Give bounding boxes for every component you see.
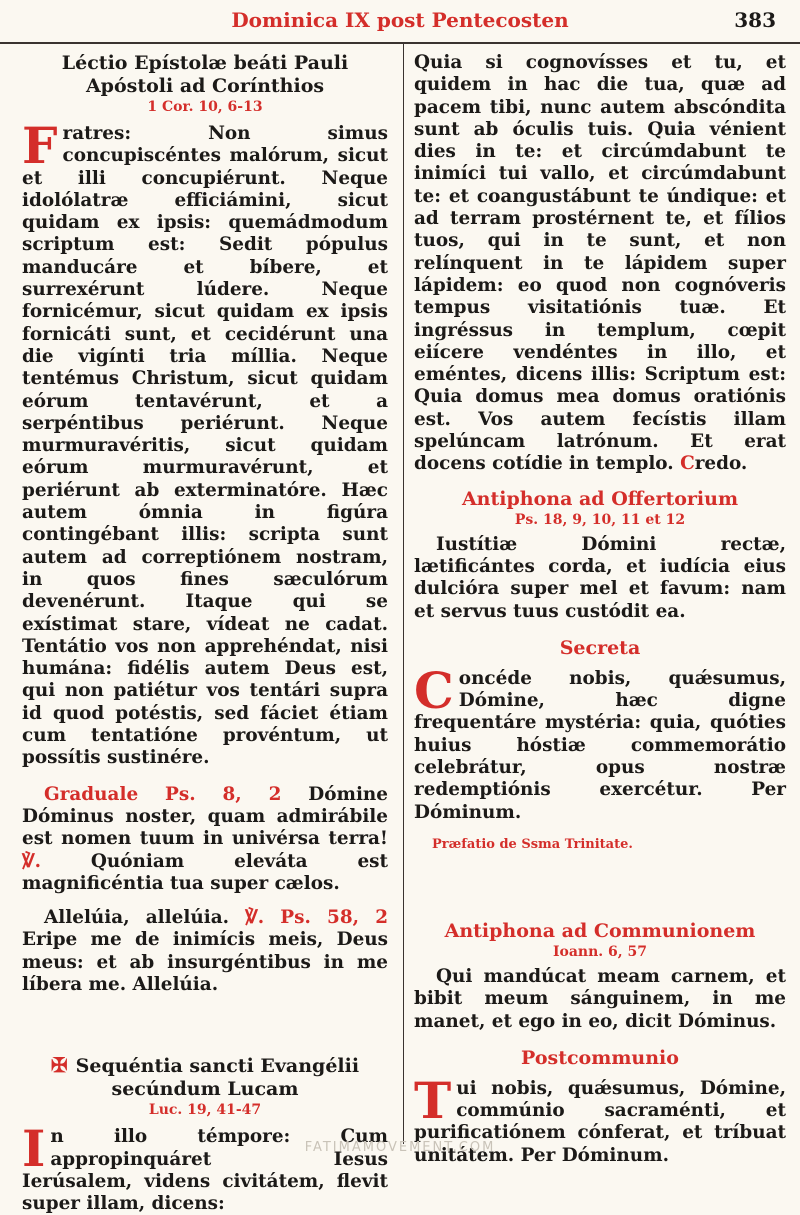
epistle-dropcap: F xyxy=(22,116,58,175)
gradual-body-2: Quóniam eleváta est magnificéntia tua super cælos. xyxy=(22,850,388,894)
postcommunion-title: Postcommunio xyxy=(521,1046,679,1069)
gradual-body-1: Dómine Dóminus noster, quam admirábile est nomen tuum in univérsa terra! xyxy=(22,783,388,850)
epistle-text xyxy=(22,116,388,770)
gospel-continuation xyxy=(414,52,786,476)
left-column xyxy=(22,52,388,1215)
postcommunion-dropcap: T xyxy=(414,1070,452,1130)
secret-body: oncéde nobis, quǽsumus, Dómine, hæc digne frequentáre mystéria: quia, quóties huius hóstiæ commemorátio celebrátur, opus nostræ redemptiónis exercétur. Per Dóminum. xyxy=(414,667,786,823)
epistle-reference: 1 Cor. 10, 6-13 xyxy=(147,99,263,115)
postcommunion-body: ui nobis, quǽsumus, Dómine, commúnio sacraménti, et purificatiónem cónferat, et tríbuat unitátem. Per Dóminum. xyxy=(414,1077,786,1166)
alleluia-body-1: Allelúia, allelúia. xyxy=(44,907,230,929)
alleluia-text xyxy=(22,907,388,996)
offertory-reference: Ps. 18, 9, 10, 11 et 12 xyxy=(514,511,686,528)
gradual-label: Graduale Ps. 8, 2 xyxy=(44,783,282,805)
alleluia-body-2: Eripe me de inimícis meis, Deus meus: et ab insurgéntibus in me líbera me. Allelúia. xyxy=(22,929,388,995)
alleluia-versicle: ℣. Ps. 58, 2 xyxy=(245,907,388,929)
credo-rest: redo. xyxy=(694,453,748,475)
preface-note: Præfatio de Ssma Trinitate. xyxy=(432,836,633,852)
offertory-text: Iustítiæ Dómini rectæ, lætificántes corda, et iudícia eius dulcióra super mel et favum: nam et servus tuus custódit ea. xyxy=(414,533,786,622)
gospel-reference: Luc. 19, 41-47 xyxy=(148,1102,262,1119)
gospel-title xyxy=(22,1054,388,1101)
communion-title: Antiphona ad Communionem xyxy=(444,919,756,942)
cross-icon: ✠ xyxy=(50,1053,68,1078)
communion-reference: Ioann. 6, 57 xyxy=(552,943,648,960)
right-column xyxy=(414,52,786,1167)
watermark: FATIMAMOVEMENT.COM xyxy=(304,1140,496,1155)
offertory-title: Antiphona ad Offertorium xyxy=(461,487,739,510)
epistle-body: ratres: Non simus concupiscéntes malórum, sicut et illi concupiérunt. Neque idolólatræ efficiámini, sicut quidam ex ipsis: quemádmodum scriptum est: Sedit pópulus manducáre et bíbere, et surrexérunt lúdere. Neque fornicémur, sicut quidam ex ipsis fornicáti sunt, et cecidérunt una die vigínti tria míllia. Neque tentémus Christum, sicut quidam eórum tentavérunt, et a serpéntibus periérunt. Neque murmuravéritis, sicut quidam eórum murmuravérunt, et periérunt ab exterminatóre. Hæc autem ómnia in figúra contingébant illis: scripta sunt autem ad correptiónem nostram, in quos fines sæculórum devenérunt. Itaque qui se exístimat stare, vídeat ne cadat. Tentátio vos non apprehéndat, nisi humána: fidélis autem Deus est, qui non patiétur vos tentári supra id quod potéstis, sed fáciet étiam cum tentatióne provéntum, ut possítis sustinére. xyxy=(22,123,388,769)
secret-title: Secreta xyxy=(559,636,641,659)
secret-dropcap: C xyxy=(414,660,454,720)
page-title: Dominica IX post Pentecosten xyxy=(231,8,569,32)
gospel-dropcap: I xyxy=(22,1119,46,1179)
communion-text: Qui mandúcat meam carnem, et bibit meum sánguinem, in me manet, et ego in eo, dicit Dóminus. xyxy=(414,965,786,1032)
gospel-continuation-body: Quia si cognovísses et tu, et quidem in hac die tua, quæ ad pacem tibi, nunc autem abscóndita sunt ab óculis tuis. Quia vénient dies in te: et circúmdabunt te inimíci tui vallo, et circúmdabunt te: et coangustábunt te úndique: et ad terram prostérnent te, et fílios tuos, qui in te sunt, et non relínquent in te lápidem super lápidem: eo quod non cognóveris tempus visitatiónis tuæ. Et ingréssus in templum, cœpit eiícere vendéntes in illo, et eméntes, dicens illis: Scriptum est: Quia domus mea domus oratiónis est. Vos autem fecístis illam spelúncam latrónum. Et erat docens cotídie in templo. xyxy=(414,52,786,475)
epistle-title: Léctio Epístolæ beáti Pauli Apóstoli ad Corínthios xyxy=(61,52,349,97)
page-number: 383 xyxy=(734,8,776,32)
page-header xyxy=(0,0,800,44)
gospel-body: n illo témpore: Cum appropinquáret Iesus Ierúsalem, videns civitátem, flevit super illam, dicens: xyxy=(22,1126,388,1215)
secret-text xyxy=(414,660,786,824)
column-divider xyxy=(403,44,404,1144)
versicle-symbol: ℣. xyxy=(22,850,41,872)
gospel-title-text: Sequéntia sancti Evangélii secúndum Lucam xyxy=(75,1055,360,1101)
credo-initial: C xyxy=(680,453,695,475)
gradual-text xyxy=(22,784,388,895)
